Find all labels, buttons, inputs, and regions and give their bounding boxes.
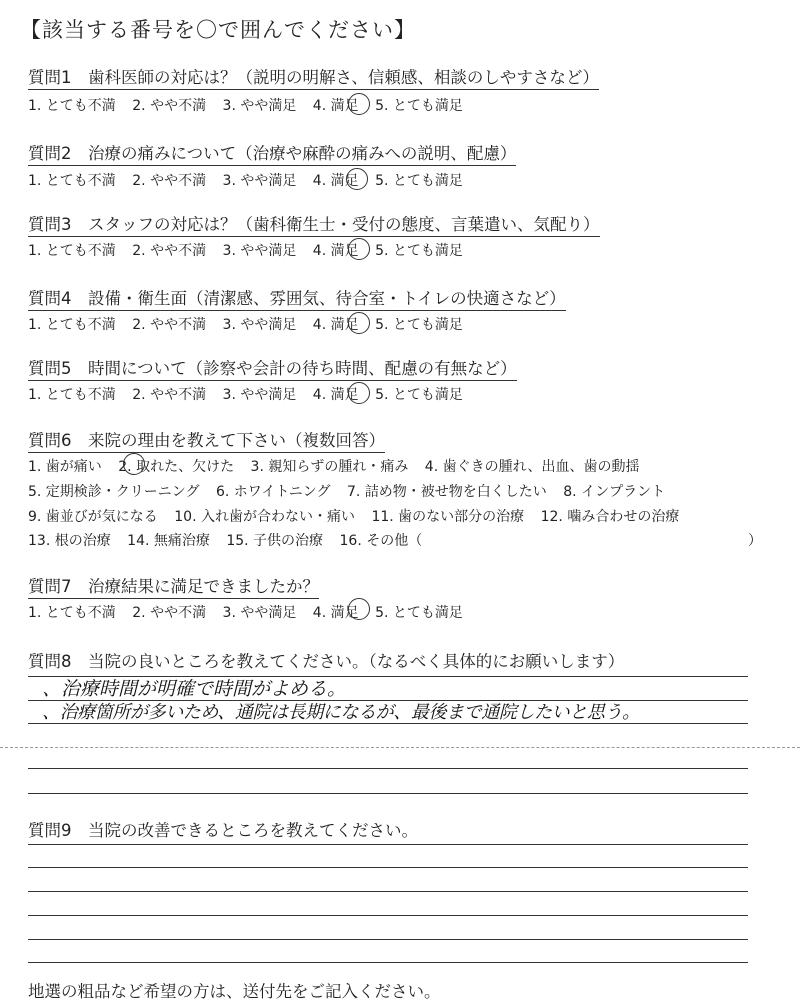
option-3[interactable]: 3. やや満足 [222,387,297,403]
option-4[interactable]: 4. 満足 [312,173,359,189]
reason-option[interactable]: 4. 歯ぐきの腫れ、出血、歯の動揺 [424,459,640,475]
selection-circle [348,312,370,334]
option-4[interactable]: 4. 満足 [312,317,359,333]
selection-circle [348,93,370,115]
reason-option[interactable]: 5. 定期検診・クリーニング [28,484,200,500]
option-1[interactable]: 1. とても不満 [28,317,116,333]
answer-line [28,867,748,868]
question-9 [28,817,418,841]
option-5[interactable]: 5. とても満足 [375,243,463,259]
handwritten-answer-2: 、治療箇所が多いため、通院は長期になるが、最後まで通院したいと思う。 [42,702,640,723]
question-8 [28,648,624,672]
question-6-row-4 [28,530,434,550]
reason-option[interactable]: 10. 入れ歯が合わない・痛い [174,509,355,525]
option-2[interactable]: 2. やや不満 [132,317,207,333]
question-7-label: 質問7 治療結果に満足できましたか？ [28,573,319,599]
question-7 [28,573,319,599]
reason-option[interactable]: 3. 親知らずの腫れ・痛み [250,459,409,475]
question-6-row-2 [28,481,677,501]
question-3-label: 質問3 スタッフの対応は？（歯科衛生士・受付の態度、言葉遣い、気配り） [28,211,600,237]
footer-text: 地選の粗品など希望の方は、送付先をご記入ください。 [28,982,441,1001]
reason-option[interactable]: 12. 噛み合わせの治療 [540,509,680,525]
option-5[interactable]: 5. とても満足 [375,605,463,621]
question-6 [28,427,385,453]
option-1[interactable]: 1. とても不満 [28,387,116,403]
other-option[interactable]: 16. その他（ [339,533,423,549]
question-3 [28,211,600,237]
reason-option[interactable]: 6. ホワイトニング [215,484,331,500]
question-2-label: 質問2 治療の痛みについて（治療や麻酔の痛みへの説明、配慮） [28,140,516,166]
option-3[interactable]: 3. やや満足 [222,243,297,259]
reason-option[interactable]: 11. 歯のない部分の治療 [371,509,525,525]
handwritten-answer-1: 、治療時間が明確で時間がよめる。 [42,678,347,700]
answer-line [28,962,748,963]
option-2[interactable]: 2. やや不満 [132,243,207,259]
option-2[interactable]: 2. やや不満 [132,387,207,403]
option-3[interactable]: 3. やや満足 [222,173,297,189]
other-close-paren: ） [748,533,762,549]
answer-line [28,844,748,845]
option-1[interactable]: 1. とても不満 [28,605,116,621]
reason-option[interactable]: 1. 歯が痛い [28,459,102,475]
reason-option[interactable]: 9. 歯並びが気になる [28,509,158,525]
page-title: 【該当する番号を〇で囲んでください】 [20,18,416,42]
selection-circle [348,598,370,620]
question-2 [28,140,516,166]
reason-option[interactable]: 13. 根の治療 [28,533,111,549]
option-2[interactable]: 2. やや不満 [132,98,207,114]
question-8-label: 質問8 当院の良いところを教えてください。（なるべく具体的にお願いします） [28,652,625,671]
option-4[interactable]: 4. 満足 [312,98,359,114]
answer-line [28,939,748,940]
question-2-options [28,170,475,190]
question-5 [28,355,517,381]
reason-option[interactable]: 14. 無痛治療 [127,533,210,549]
selection-circle [346,168,368,190]
question-1 [28,64,599,90]
option-4[interactable]: 4. 満足 [312,243,359,259]
option-5[interactable]: 5. とても満足 [375,387,463,403]
question-5-label: 質問5 時間について（診察や会計の待ち時間、配慮の有無など） [28,355,517,381]
question-3-options [28,240,475,260]
reason-option[interactable]: 8. インプラント [563,484,666,500]
question-6-row-1 [28,456,651,476]
option-1[interactable]: 1. とても不満 [28,243,116,259]
question-7-options [28,602,475,622]
option-5[interactable]: 5. とても満足 [375,317,463,333]
option-3[interactable]: 3. やや満足 [222,605,297,621]
option-3[interactable]: 3. やや満足 [222,317,297,333]
option-5[interactable]: 5. とても満足 [375,98,463,114]
answer-line [28,915,748,916]
question-1-options [28,95,475,115]
answer-line [28,891,748,892]
question-6-label: 質問6 来院の理由を教えて下さい（複数回答） [28,427,385,453]
selection-circle [123,453,145,475]
option-3[interactable]: 3. やや満足 [222,98,297,114]
reason-option[interactable]: 7. 詰め物・被せ物を白くしたい [347,484,547,500]
selection-circle [348,382,370,404]
reason-option[interactable]: 2. 取れた、欠けた [118,459,235,475]
question-4-label: 質問4 設備・衛生面（清潔感、雰囲気、待合室・トイレの快適さなど） [28,285,566,311]
reason-option[interactable]: 15. 子供の治療 [226,533,324,549]
option-4[interactable]: 4. 満足 [312,605,359,621]
option-4[interactable]: 4. 満足 [312,387,359,403]
question-9-label: 質問9 当院の改善できるところを教えてください。 [28,821,418,840]
question-6-row-3 [28,506,691,526]
option-1[interactable]: 1. とても不満 [28,98,116,114]
option-5[interactable]: 5. とても満足 [375,173,463,189]
answer-line [28,793,748,794]
question-4 [28,285,566,311]
scan-fold-line [0,747,800,748]
answer-line [28,768,748,769]
option-1[interactable]: 1. とても不満 [28,173,116,189]
question-1-label: 質問1 歯科医師の対応は？（説明の明解さ、信頼感、相談のしやすさなど） [28,64,599,90]
option-2[interactable]: 2. やや不満 [132,173,207,189]
option-2[interactable]: 2. やや不満 [132,605,207,621]
selection-circle [348,238,370,260]
question-5-options [28,384,475,404]
question-4-options [28,314,475,334]
